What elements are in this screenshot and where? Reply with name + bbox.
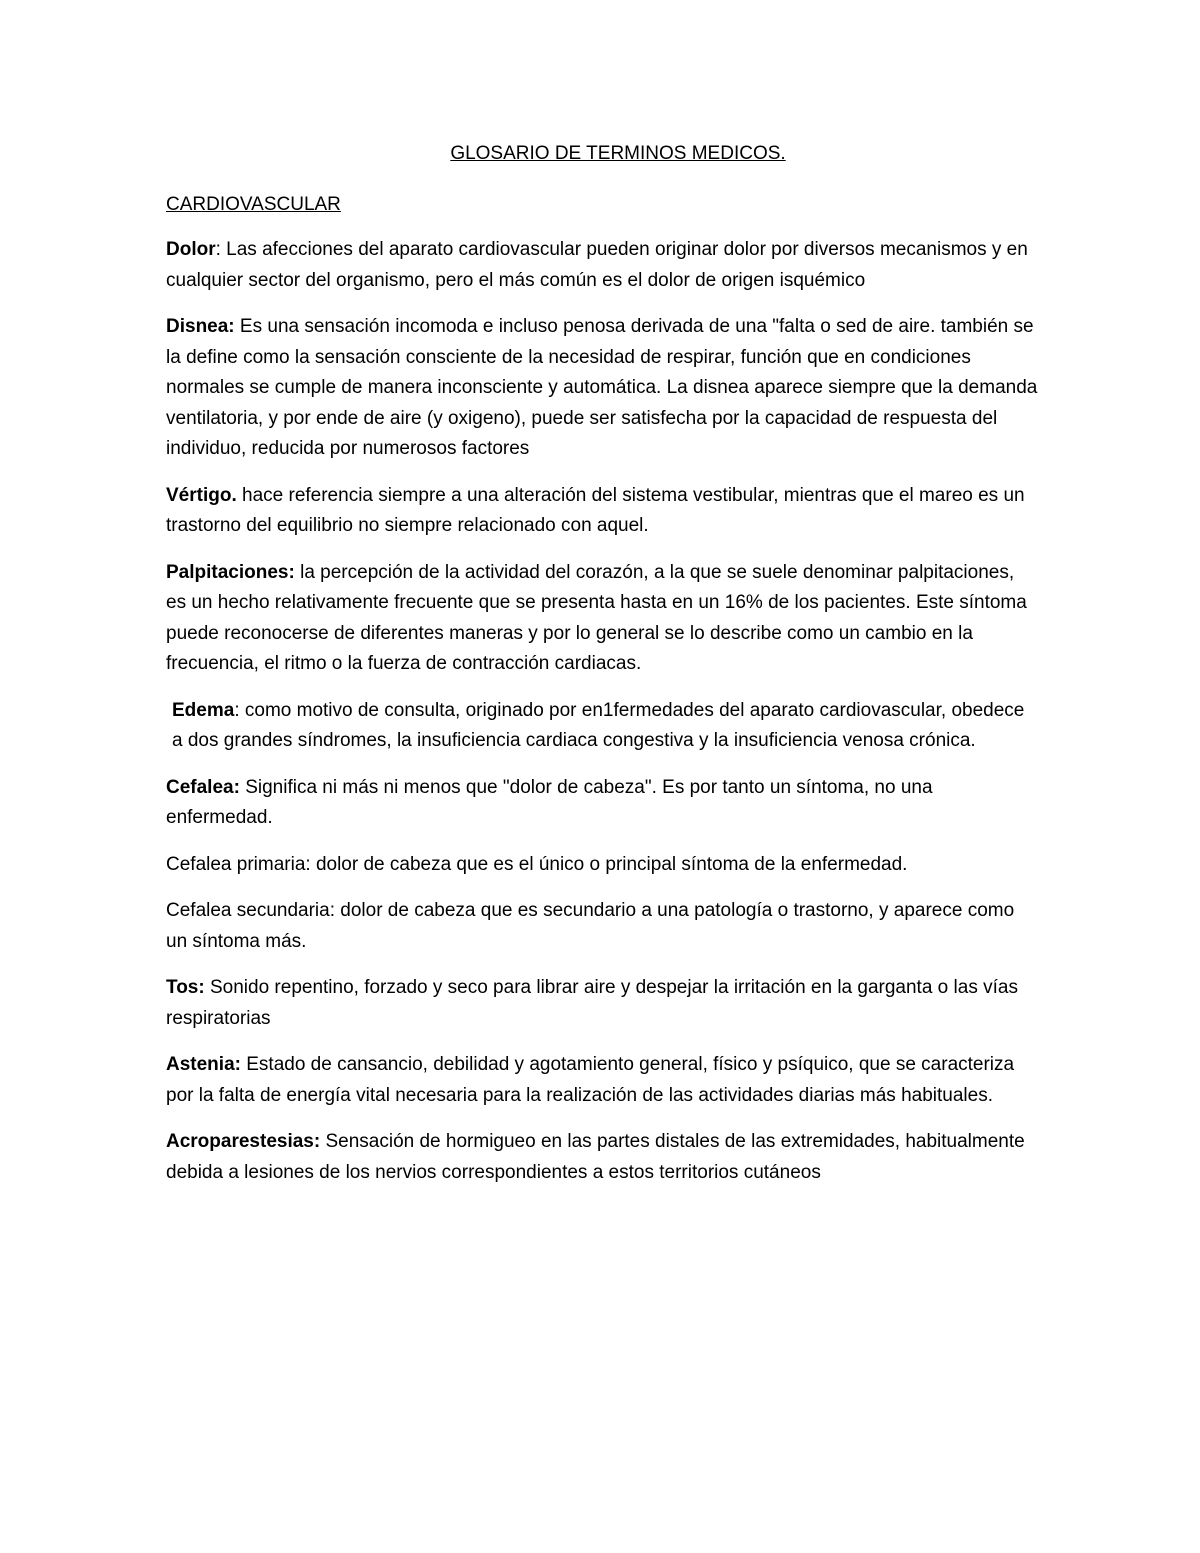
entry-term: Acroparestesias:: [166, 1131, 321, 1152]
entry-term: Dolor: [166, 239, 216, 260]
glossary-entry-cefalea: [166, 773, 1038, 834]
glossary-entry-cefalea-primaria: [166, 850, 1038, 881]
document-content: [166, 139, 1038, 1204]
document-title: GLOSARIO DE TERMINOS MEDICOS.: [450, 143, 786, 164]
entry-term: Cefalea:: [166, 776, 240, 798]
entry-definition: Sensación de hormigueo en las partes distales de las extremidades, habitualmente debida a lesiones de los nervios correspondientes a estos territorios cutáneos: [166, 1131, 1025, 1183]
entry-term: Palpitaciones:: [166, 561, 295, 583]
entry-definition: como motivo de consulta, originado por en1fermedades del aparato cardiovascular, obedece a dos grandes síndromes, la insuficiencia cardiaca congestiva y la insuficiencia venosa crónica.: [172, 699, 1025, 751]
glossary-entry-vertigo: [166, 481, 1038, 542]
entry-separator: :: [215, 239, 227, 260]
entry-term: Disnea:: [166, 316, 235, 337]
section-title: CARDIOVASCULAR: [166, 194, 341, 215]
entry-definition: Cefalea primaria: dolor de cabeza que es el único o principal síntoma de la enfermedad.: [166, 853, 908, 875]
glossary-entry-edema: [166, 696, 1038, 757]
glossary-entry-astenia: [166, 1050, 1038, 1111]
entry-definition: Cefalea secundaria: dolor de cabeza que es secundario a una patología o trastorno, y aparece como un síntoma más.: [166, 900, 1015, 952]
entry-term: Vértigo.: [166, 484, 237, 506]
entry-definition: Significa ni más ni menos que "dolor de cabeza". Es por tanto un síntoma, no una enfermedad.: [166, 776, 933, 828]
glossary-entry-palpitaciones: [166, 558, 1038, 680]
glossary-entry-dolor: [166, 235, 1038, 296]
glossary-entry-disnea: [166, 312, 1038, 465]
entry-definition: Sonido repentino, forzado y seco para librar aire y despejar la irritación en la garganta o las vías respiratorias: [166, 977, 1018, 1029]
entry-definition: Estado de cansancio, debilidad y agotamiento general, físico y psíquico, que se caracteriza por la falta de energía vital necesaria para la realización de las actividades diarias más habituales.: [166, 1054, 1015, 1106]
glossary-entry-cefalea-secundaria: [166, 896, 1038, 957]
entry-separator: :: [234, 699, 245, 721]
entry-definition: hace referencia siempre a una alteración del sistema vestibular, mientras que el mareo es un trastorno del equilibrio no siempre relacionado con aquel.: [166, 484, 1025, 536]
entry-term: Edema: [172, 699, 235, 721]
entry-term: Astenia:: [166, 1054, 241, 1075]
entry-definition: la percepción de la actividad del corazón, a la que se suele denominar palpitaciones, es un hecho relativamente frecuente que se presenta hasta en un 16% de los pacientes. Este síntoma puede reconocerse de diferentes maneras y por lo general se lo describe como un cambio en la frecuencia, el ritmo o la fuerza de contracción cardiacas.: [166, 561, 1027, 674]
entry-definition: Las afecciones del aparato cardiovascular pueden originar dolor por diversos mecanismos y en cualquier sector del organismo, pero el más común es el dolor de origen isquémico: [166, 239, 1028, 291]
entry-definition: Es una sensación incomoda e incluso penosa derivada de una "falta o sed de aire. también se la define como la sensación consciente de la necesidad de respirar, función que en condiciones normales se cumple de manera inconsciente y automática. La disnea aparece siempre que la demanda ventilatoria, y por ende de aire (y oxigeno), puede ser satisfecha por la capacidad de respuesta del individuo, reducida por numerosos factores: [166, 316, 1038, 459]
glossary-entry-tos: [166, 973, 1038, 1034]
glossary-entry-acroparestesias: [166, 1127, 1038, 1188]
entry-term: Tos:: [166, 977, 205, 998]
